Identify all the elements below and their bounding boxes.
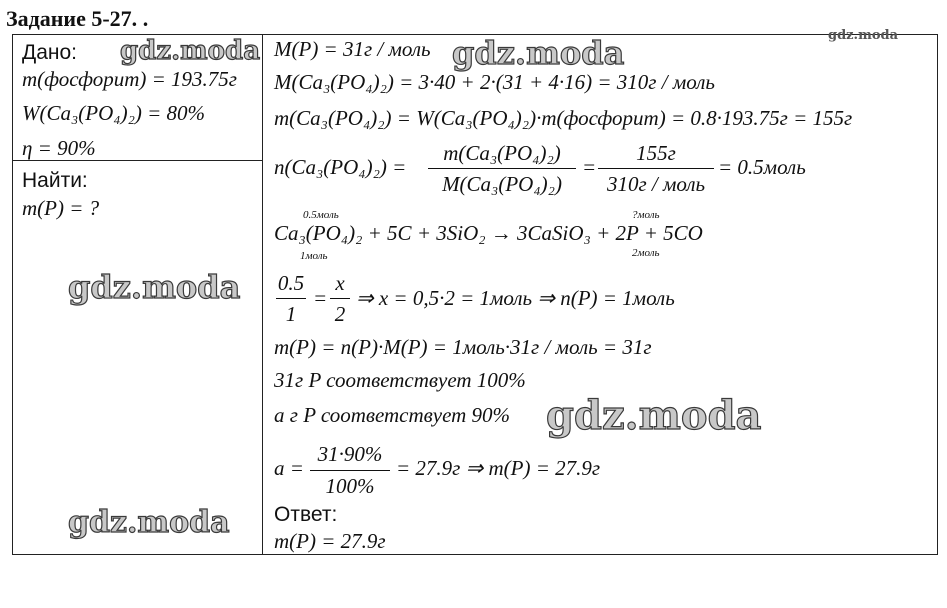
fraction-bar	[330, 298, 350, 299]
answer-value: m(P) = 27.9г	[274, 529, 386, 553]
proportion-result: ⇒ x = 0,5·2 = 1моль ⇒ n(P) = 1моль	[356, 286, 675, 310]
mass-phosphorus-theoretical: m(P) = n(P)·M(P) = 1моль·31г / моль = 31г	[274, 335, 652, 359]
molar-mass-calcium-phosphate: M(Ca₃(PO₄)₂) = 3·40 + 2·(31 + 4·16) = 310г / моль	[274, 70, 715, 94]
reaction-equation: Ca₃(PO₄)₂ + 5C + 3SiO₂ → 3CaSiO₃ + 2P + 5CO	[274, 221, 703, 245]
proportion-statement-2: a г P соответствует 90%	[274, 403, 511, 427]
molar-mass-p: M(P) = 31г / моль	[274, 37, 431, 61]
a-denominator: 100%	[325, 474, 375, 498]
a-left: a =	[274, 456, 304, 480]
a-result: = 27.9г ⇒ m(P) = 27.9г	[396, 456, 601, 480]
proportion-denominator-1: 1	[285, 302, 297, 326]
proportion-numerator-1: 0.5	[277, 271, 305, 295]
fraction-bar	[276, 298, 306, 299]
watermark-logo: gdz.moda	[452, 34, 625, 72]
watermark-logo: gdz.moda	[546, 392, 762, 439]
given-mass-fraction: W(Ca₃(PO₄)₂) = 80%	[22, 101, 206, 125]
proportion-numerator-2: x	[335, 271, 345, 295]
column-divider	[262, 34, 263, 555]
watermark-logo: gdz.moda	[120, 36, 261, 66]
fraction-bar	[310, 470, 390, 471]
proportion-statement-1: 31г P соответствует 100%	[274, 368, 526, 392]
watermark-logo: gdz.moda	[68, 505, 230, 540]
proportion-denominator-2: 2	[334, 302, 346, 326]
find-label: Найти:	[22, 169, 88, 192]
amount-denominator: M(Ca₃(PO₄)₂)	[442, 172, 562, 196]
fraction-bar	[598, 168, 714, 169]
a-numerator: 31·90%	[317, 442, 383, 466]
equals-sign: =	[582, 155, 597, 179]
mass-calcium-phosphate: m(Ca₃(PO₄)₂) = W(Ca₃(PO₄)₂)·m(фосфорит) = 0.8·193.75г = 155г	[274, 106, 853, 130]
given-mass-phosphorite: m(фосфорит) = 193.75г	[22, 67, 237, 91]
given-label: Дано:	[22, 41, 78, 64]
find-question: m(P) = ?	[22, 196, 100, 220]
amount-numerator: m(Ca₃(PO₄)₂)	[443, 141, 561, 165]
amount-result: = 0.5моль	[718, 155, 806, 179]
reaction-annotation-top-1: 0.5моль	[303, 209, 339, 221]
given-yield: η = 90%	[22, 136, 96, 160]
answer-label: Ответ:	[274, 503, 338, 526]
page-title: Задание 5-27. .	[6, 6, 149, 31]
reaction-annotation-bottom-2: 2моль	[632, 247, 660, 259]
watermark-corner: gdz.moda	[828, 28, 899, 43]
reaction-annotation-top-2: ?моль	[632, 209, 660, 221]
watermark-logo: gdz.moda	[68, 268, 241, 306]
given-find-divider	[12, 160, 262, 161]
fraction-bar	[428, 168, 576, 169]
mass-numerator: 155г	[636, 141, 676, 165]
amount-left: n(Ca₃(PO₄)₂) =	[274, 155, 407, 179]
molar-mass-denominator: 310г / моль	[606, 172, 706, 196]
reaction-annotation-bottom-1: 1моль	[300, 250, 328, 262]
equals-sign: =	[313, 286, 328, 310]
